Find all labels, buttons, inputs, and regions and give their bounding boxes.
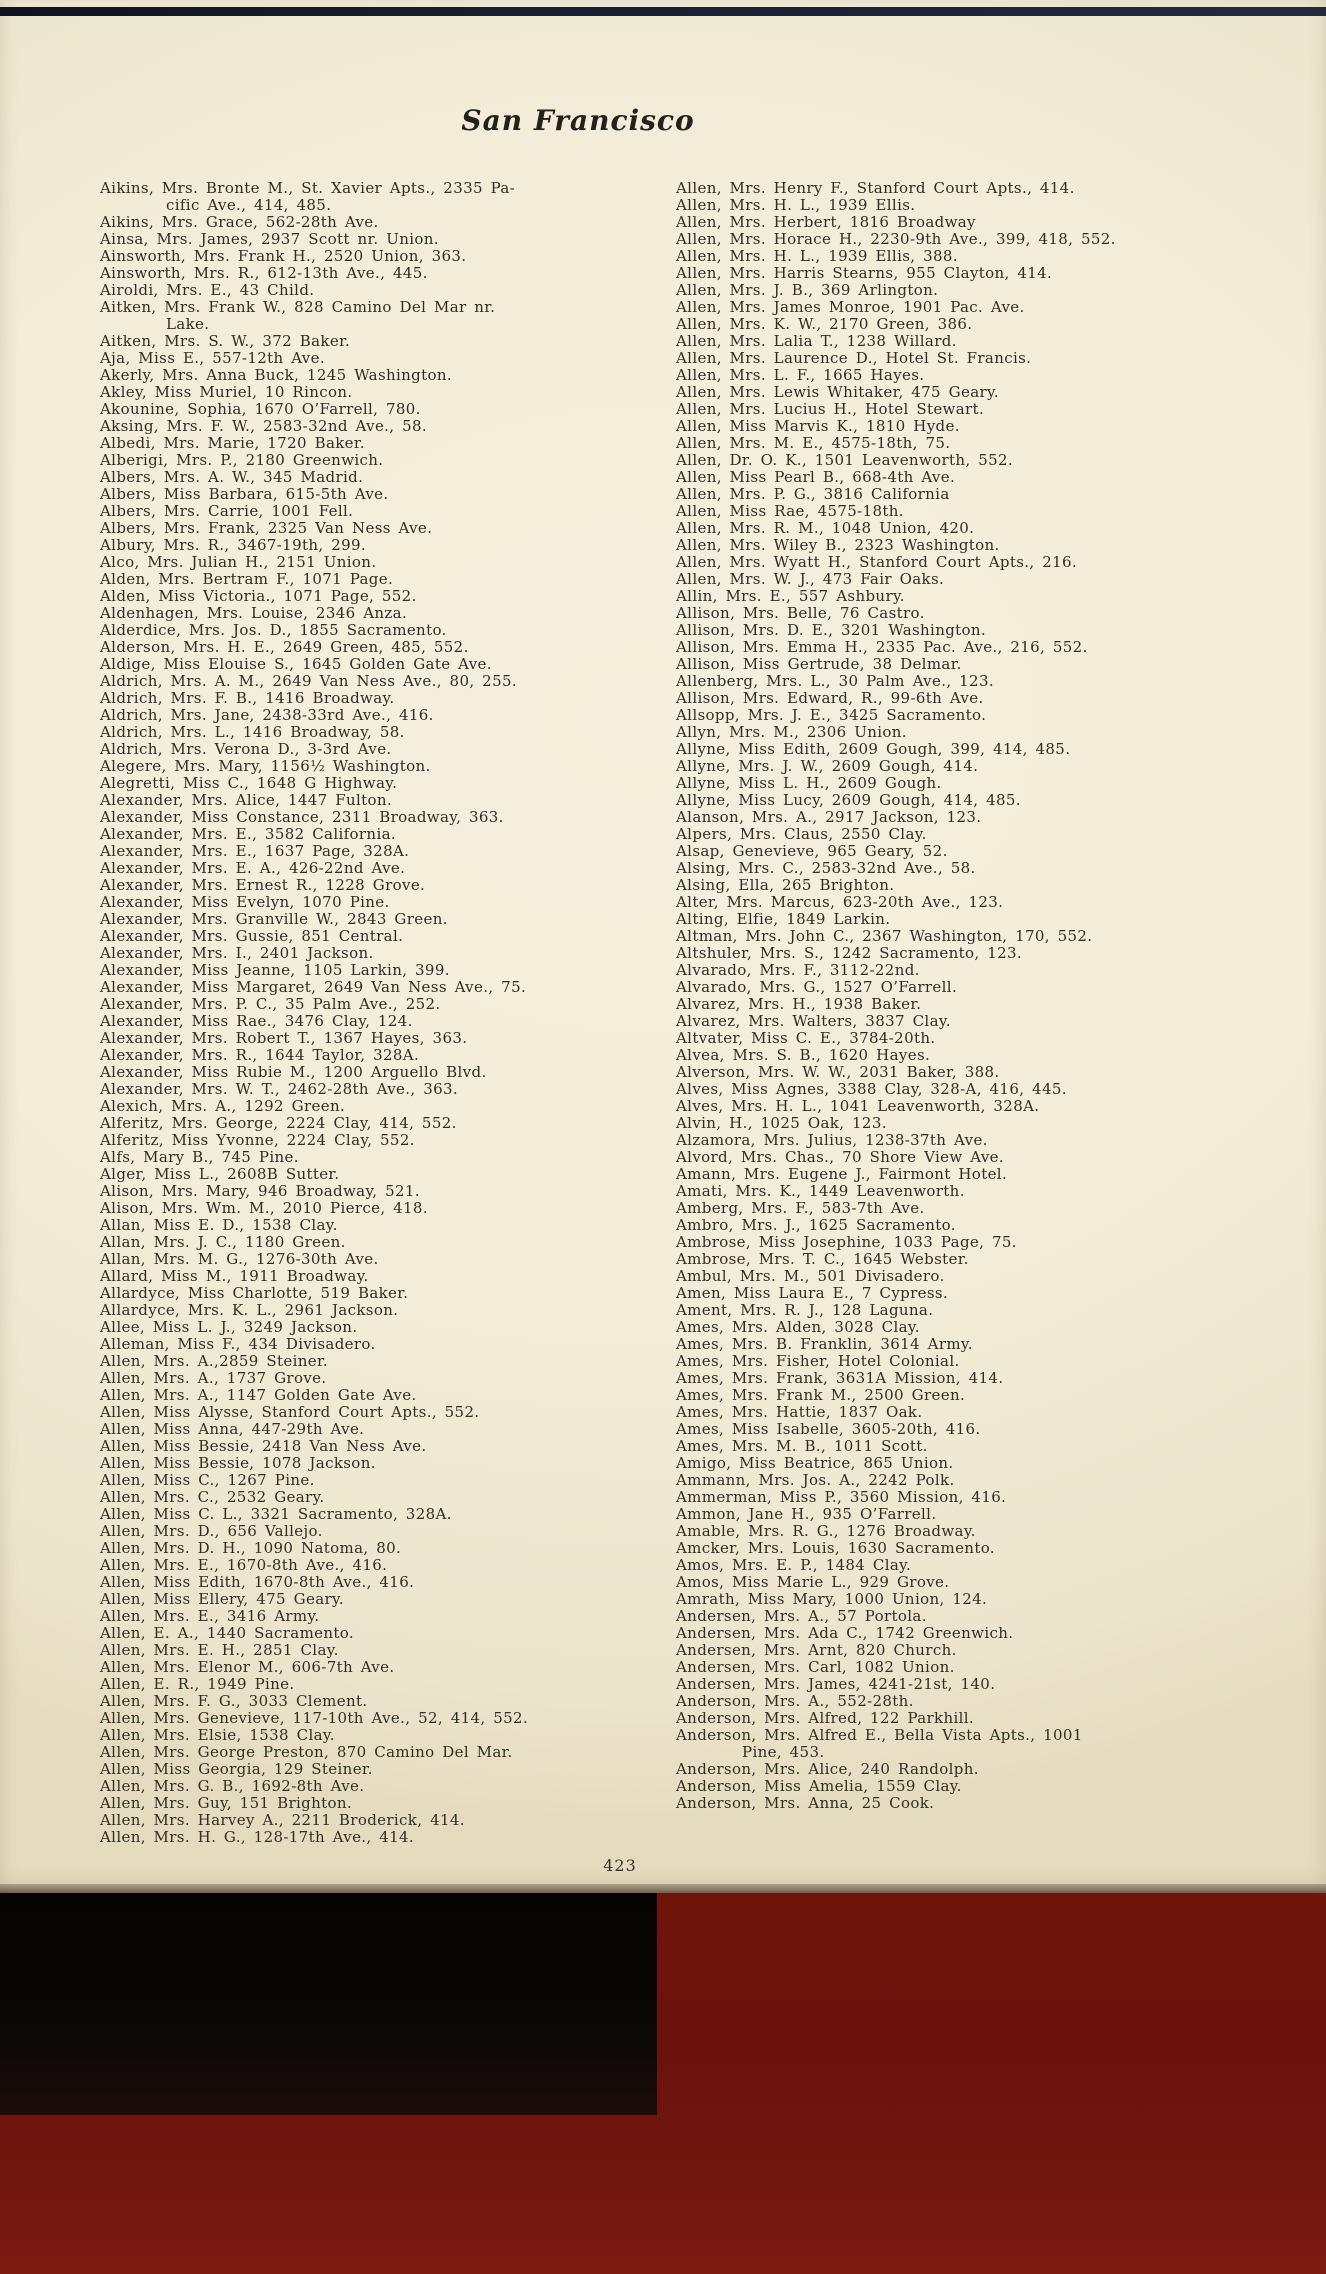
directory-entry: Ames, Mrs. Alden, 3028 Clay. xyxy=(676,1318,920,1336)
directory-entry: Allen, Mrs. Herbert, 1816 Broadway xyxy=(676,213,976,231)
directory-entry: Allan, Mrs. M. G., 1276-30th Ave. xyxy=(100,1250,379,1268)
directory-entry: Allison, Mrs. Edward, R., 99-6th Ave. xyxy=(676,689,984,707)
directory-entry: Alexander, Miss Rubie M., 1200 Arguello Blvd. xyxy=(100,1063,487,1081)
directory-entry: Allen, Mrs. George Preston, 870 Camino Del Mar. xyxy=(100,1743,513,1761)
directory-entry: Andersen, Mrs. Arnt, 820 Church. xyxy=(676,1641,957,1659)
directory-entry: Alexander, Mrs. Robert T., 1367 Hayes, 363. xyxy=(100,1029,468,1047)
directory-entry: Allardyce, Mrs. K. L., 2961 Jackson. xyxy=(100,1301,399,1319)
directory-entry: Alexander, Mrs. Gussie, 851 Central. xyxy=(100,927,404,945)
directory-entry: Allen, Miss Bessie, 2418 Van Ness Ave. xyxy=(100,1437,427,1455)
directory-entry: Alderdice, Mrs. Jos. D., 1855 Sacramento. xyxy=(100,621,447,639)
directory-entry: Alzamora, Mrs. Julius, 1238-37th Ave. xyxy=(676,1131,988,1149)
directory-entry: Allen, Mrs. E., 3416 Army. xyxy=(100,1607,320,1625)
directory-entry: Allen, Mrs. Laurence D., Hotel St. Francis. xyxy=(676,349,1032,367)
directory-entry: Allsopp, Mrs. J. E., 3425 Sacramento. xyxy=(676,706,987,724)
directory-entry: Aldige, Miss Elouise S., 1645 Golden Gate Ave. xyxy=(100,655,492,673)
directory-entry: Alexander, Mrs. W. T., 2462-28th Ave., 363. xyxy=(100,1080,459,1098)
directory-entry: Aitken, Mrs. S. W., 372 Baker. xyxy=(100,332,351,350)
directory-entry: Allen, Miss Anna, 447-29th Ave. xyxy=(100,1420,365,1438)
directory-entry: Allen, Mrs. H. G., 128-17th Ave., 414. xyxy=(100,1828,415,1846)
directory-entry: Allyne, Miss Edith, 2609 Gough, 399, 414, 485. xyxy=(676,740,1071,758)
directory-entry: Allen, Mrs. D., 656 Vallejo. xyxy=(100,1522,323,1540)
directory-entry: Alexander, Mrs. Granville W., 2843 Green. xyxy=(100,910,448,928)
directory-entry: cific Ave., 414, 485. xyxy=(166,196,332,214)
directory-entry: Ames, Mrs. B. Franklin, 3614 Army. xyxy=(676,1335,973,1353)
directory-column-right xyxy=(676,180,1266,1812)
directory-entry: Alferitz, Miss Yvonne, 2224 Clay, 552. xyxy=(100,1131,415,1149)
directory-entry: Alegretti, Miss C., 1648 G Highway. xyxy=(100,774,398,792)
directory-entry: Alger, Miss L., 2608B Sutter. xyxy=(100,1165,340,1183)
directory-entry: Allyne, Miss Lucy, 2609 Gough, 414, 485. xyxy=(676,791,1021,809)
directory-entry: Ames, Mrs. Fisher, Hotel Colonial. xyxy=(676,1352,960,1370)
directory-entry: Alexander, Mrs. E., 1637 Page, 328A. xyxy=(100,842,410,860)
directory-entry: Anderson, Mrs. Anna, 25 Cook. xyxy=(676,1794,935,1812)
directory-entry: Ames, Mrs. Frank M., 2500 Green. xyxy=(676,1386,966,1404)
directory-entry: Ainsworth, Mrs. R., 612-13th Ave., 445. xyxy=(100,264,428,282)
directory-entry: Allen, Mrs. E., 1670-8th Ave., 416. xyxy=(100,1556,388,1574)
directory-entry: Aikins, Mrs. Bronte M., St. Xavier Apts., 2335 Pa- xyxy=(100,179,516,197)
directory-entry: Allen, Miss C. L., 3321 Sacramento, 328A. xyxy=(100,1505,452,1523)
directory-entry: Allen, E. R., 1949 Pine. xyxy=(100,1675,295,1693)
directory-entry: Allen, Miss C., 1267 Pine. xyxy=(100,1471,315,1489)
directory-column-left xyxy=(100,180,665,1846)
directory-entry: Aitken, Mrs. Frank W., 828 Camino Del Mar nr. xyxy=(100,298,496,316)
directory-entry: Alves, Miss Agnes, 3388 Clay, 328-A, 416, 445. xyxy=(676,1080,1067,1098)
book-cover-red xyxy=(0,1893,1326,2274)
directory-entry: Alexander, Mrs. Alice, 1447 Fulton. xyxy=(100,791,393,809)
directory-entry: Alferitz, Mrs. George, 2224 Clay, 414, 552. xyxy=(100,1114,457,1132)
directory-entry: Amable, Mrs. R. G., 1276 Broadway. xyxy=(676,1522,976,1540)
directory-entry: Allardyce, Miss Charlotte, 519 Baker. xyxy=(100,1284,409,1302)
directory-entry: Ammerman, Miss P., 3560 Mission, 416. xyxy=(676,1488,1007,1506)
directory-entry: Alexander, Miss Evelyn, 1070 Pine. xyxy=(100,893,390,911)
book-cover-black-block xyxy=(0,1893,657,2115)
directory-entry: Allison, Mrs. Belle, 76 Castro. xyxy=(676,604,925,622)
directory-entry: Allan, Mrs. J. C., 1180 Green. xyxy=(100,1233,346,1251)
directory-entry: Allen, Mrs. A., 1737 Grove. xyxy=(100,1369,327,1387)
directory-entry: Allen, Mrs. J. B., 369 Arlington. xyxy=(676,281,939,299)
directory-entry: Allen, Mrs. Genevieve, 117-10th Ave., 52, 414, 552. xyxy=(100,1709,529,1727)
directory-entry: Ambro, Mrs. J., 1625 Sacramento. xyxy=(676,1216,956,1234)
directory-entry: Andersen, Mrs. James, 4241-21st, 140. xyxy=(676,1675,996,1693)
directory-entry: Alegere, Mrs. Mary, 1156½ Washington. xyxy=(100,757,431,775)
directory-entry: Allan, Miss E. D., 1538 Clay. xyxy=(100,1216,338,1234)
directory-entry: Allen, Mrs. Lucius H., Hotel Stewart. xyxy=(676,400,985,418)
directory-entry: Alvord, Mrs. Chas., 70 Shore View Ave. xyxy=(676,1148,1005,1166)
directory-entry: Allin, Mrs. E., 557 Ashbury. xyxy=(676,587,905,605)
directory-entry: Allen, Mrs. Henry F., Stanford Court Apts., 414. xyxy=(676,179,1075,197)
directory-entry: Albers, Mrs. Frank, 2325 Van Ness Ave. xyxy=(100,519,433,537)
directory-entry: Andersen, Mrs. Carl, 1082 Union. xyxy=(676,1658,955,1676)
page-number: 423 xyxy=(603,1856,637,1875)
directory-entry: Allen, Mrs. H. L., 1939 Ellis. xyxy=(676,196,916,214)
directory-entry: Allen, Miss Georgia, 129 Steiner. xyxy=(100,1760,373,1778)
directory-entry: Allen, Mrs. Lewis Whitaker, 475 Geary. xyxy=(676,383,999,401)
directory-entry: Alexander, Mrs. I., 2401 Jackson. xyxy=(100,944,374,962)
directory-entry: Anderson, Mrs. Alfred E., Bella Vista Apts., 1001 xyxy=(676,1726,1083,1744)
directory-entry: Alden, Mrs. Bertram F., 1071 Page. xyxy=(100,570,394,588)
directory-entry: Alexich, Mrs. A., 1292 Green. xyxy=(100,1097,346,1115)
directory-entry: Allen, Mrs. Harvey A., 2211 Broderick, 414. xyxy=(100,1811,465,1829)
directory-entry: Ambul, Mrs. M., 501 Divisadero. xyxy=(676,1267,945,1285)
directory-entry: Andersen, Mrs. A., 57 Portola. xyxy=(676,1607,927,1625)
directory-entry: Ainsa, Mrs. James, 2937 Scott nr. Union. xyxy=(100,230,439,248)
directory-entry: Alanson, Mrs. A., 2917 Jackson, 123. xyxy=(676,808,982,826)
directory-entry: Alverson, Mrs. W. W., 2031 Baker, 388. xyxy=(676,1063,1000,1081)
directory-entry: Allen, Mrs. P. G., 3816 California xyxy=(676,485,950,503)
directory-entry: Amcker, Mrs. Louis, 1630 Sacramento. xyxy=(676,1539,995,1557)
directory-entry: Allyne, Mrs. J. W., 2609 Gough, 414. xyxy=(676,757,979,775)
directory-entry: Allen, Mrs. L. F., 1665 Hayes. xyxy=(676,366,925,384)
directory-entry: Alexander, Mrs. R., 1644 Taylor, 328A. xyxy=(100,1046,420,1064)
directory-entry: Allen, Miss Alysse, Stanford Court Apts., 552. xyxy=(100,1403,480,1421)
directory-entry: Alison, Mrs. Wm. M., 2010 Pierce, 418. xyxy=(100,1199,428,1217)
directory-entry: Aldrich, Mrs. Jane, 2438-33rd Ave., 416. xyxy=(100,706,434,724)
directory-entry: Allison, Mrs. D. E., 3201 Washington. xyxy=(676,621,987,639)
directory-entry: Allen, Mrs. Elenor M., 606-7th Ave. xyxy=(100,1658,395,1676)
directory-entry: Allen, Miss Ellery, 475 Geary. xyxy=(100,1590,344,1608)
directory-entry: Allyn, Mrs. M., 2306 Union. xyxy=(676,723,907,741)
directory-entry: Akounine, Sophia, 1670 O’Farrell, 780. xyxy=(100,400,421,418)
page-title: San Francisco xyxy=(461,104,695,137)
directory-entry: Allen, Mrs. M. E., 4575-18th, 75. xyxy=(676,434,951,452)
directory-entry: Lake. xyxy=(166,315,210,333)
directory-entry: Anderson, Miss Amelia, 1559 Clay. xyxy=(676,1777,962,1795)
directory-entry: Allen, Miss Marvis K., 1810 Hyde. xyxy=(676,417,960,435)
directory-entry: Allen, Mrs. Horace H., 2230-9th Ave., 399, 418, 552. xyxy=(676,230,1116,248)
directory-entry: Anderson, Mrs. Alice, 240 Randolph. xyxy=(676,1760,979,1778)
directory-entry: Ames, Mrs. M. B., 1011 Scott. xyxy=(676,1437,928,1455)
directory-entry: Alvarado, Mrs. F., 3112-22nd. xyxy=(676,961,920,979)
directory-entry: Albers, Mrs. Carrie, 1001 Fell. xyxy=(100,502,354,520)
directory-entry: Alexander, Mrs. Ernest R., 1228 Grove. xyxy=(100,876,426,894)
directory-entry: Aldrich, Mrs. Verona D., 3-3rd Ave. xyxy=(100,740,392,758)
directory-entry: Alves, Mrs. H. L., 1041 Leavenworth, 328A. xyxy=(676,1097,1040,1115)
directory-entry: Altman, Mrs. John C., 2367 Washington, 170, 552. xyxy=(676,927,1093,945)
directory-entry: Alco, Mrs. Julian H., 2151 Union. xyxy=(100,553,377,571)
directory-entry: Allen, Miss Bessie, 1078 Jackson. xyxy=(100,1454,376,1472)
directory-entry: Amos, Miss Marie L., 929 Grove. xyxy=(676,1573,950,1591)
directory-entry: Albers, Miss Barbara, 615-5th Ave. xyxy=(100,485,389,503)
directory-entry: Alfs, Mary B., 745 Pine. xyxy=(100,1148,299,1166)
directory-entry: Allen, Mrs. A.,2859 Steiner. xyxy=(100,1352,328,1370)
directory-entry: Aldrich, Mrs. A. M., 2649 Van Ness Ave., 80, 255. xyxy=(100,672,517,690)
directory-entry: Allen, Mrs. Wyatt H., Stanford Court Apts., 216. xyxy=(676,553,1078,571)
directory-entry: Amati, Mrs. K., 1449 Leavenworth. xyxy=(676,1182,965,1200)
directory-entry: Alvarez, Mrs. H., 1938 Baker. xyxy=(676,995,922,1013)
directory-entry: Alexander, Miss Jeanne, 1105 Larkin, 399. xyxy=(100,961,450,979)
directory-entry: Aksing, Mrs. F. W., 2583-32nd Ave., 58. xyxy=(100,417,428,435)
directory-entry: Allen, Miss Pearl B., 668-4th Ave. xyxy=(676,468,956,486)
directory-entry: Alvin, H., 1025 Oak, 123. xyxy=(676,1114,887,1132)
directory-entry: Allison, Miss Gertrude, 38 Delmar. xyxy=(676,655,962,673)
directory-entry: Allee, Miss L. J., 3249 Jackson. xyxy=(100,1318,358,1336)
directory-entry: Alsing, Ella, 265 Brighton. xyxy=(676,876,895,894)
directory-entry: Alexander, Mrs. P. C., 35 Palm Ave., 252. xyxy=(100,995,441,1013)
directory-entry: Anderson, Mrs. Alfred, 122 Parkhill. xyxy=(676,1709,975,1727)
directory-entry: Alexander, Miss Margaret, 2649 Van Ness Ave., 75. xyxy=(100,978,527,996)
directory-entry: Ammann, Mrs. Jos. A., 2242 Polk. xyxy=(676,1471,955,1489)
directory-entry: Aikins, Mrs. Grace, 562-28th Ave. xyxy=(100,213,379,231)
directory-entry: Albury, Mrs. R., 3467-19th, 299. xyxy=(100,536,366,554)
directory-entry: Alsing, Mrs. C., 2583-32nd Ave., 58. xyxy=(676,859,976,877)
directory-entry: Ament, Mrs. R. J., 128 Laguna. xyxy=(676,1301,934,1319)
directory-entry: Allison, Mrs. Emma H., 2335 Pac. Ave., 216, 552. xyxy=(676,638,1088,656)
directory-entry: Pine, 453. xyxy=(742,1743,825,1761)
directory-entry: Aldenhagen, Mrs. Louise, 2346 Anza. xyxy=(100,604,408,622)
directory-entry: Allenberg, Mrs. L., 30 Palm Ave., 123. xyxy=(676,672,994,690)
directory-entry: Alting, Elfie, 1849 Larkin. xyxy=(676,910,891,928)
directory-entry: Alderson, Mrs. H. E., 2649 Green, 485, 552. xyxy=(100,638,469,656)
directory-entry: Alexander, Mrs. E., 3582 California. xyxy=(100,825,397,843)
directory-entry: Allen, Mrs. E. H., 2851 Clay. xyxy=(100,1641,339,1659)
directory-entry: Allyne, Miss L. H., 2609 Gough. xyxy=(676,774,942,792)
directory-entry: Alleman, Miss F., 434 Divisadero. xyxy=(100,1335,376,1353)
directory-entry: Aja, Miss E., 557-12th Ave. xyxy=(100,349,325,367)
directory-entry: Airoldi, Mrs. E., 43 Child. xyxy=(100,281,315,299)
directory-entry: Alvea, Mrs. S. B., 1620 Hayes. xyxy=(676,1046,931,1064)
directory-entry: Allen, Mrs. Harris Stearns, 955 Clayton, 414. xyxy=(676,264,1053,282)
directory-entry: Alexander, Mrs. E. A., 426-22nd Ave. xyxy=(100,859,406,877)
directory-entry: Ames, Miss Isabelle, 3605-20th, 416. xyxy=(676,1420,981,1438)
directory-entry: Ammon, Jane H., 935 O’Farrell. xyxy=(676,1505,937,1523)
directory-entry: Allen, Mrs. Elsie, 1538 Clay. xyxy=(100,1726,335,1744)
directory-entry: Allen, Mrs. D. H., 1090 Natoma, 80. xyxy=(100,1539,402,1557)
directory-entry: Ames, Mrs. Frank, 3631A Mission, 414. xyxy=(676,1369,1004,1387)
directory-entry: Alpers, Mrs. Claus, 2550 Clay. xyxy=(676,825,927,843)
directory-entry: Akley, Miss Muriel, 10 Rincon. xyxy=(100,383,353,401)
directory-entry: Ambrose, Miss Josephine, 1033 Page, 75. xyxy=(676,1233,1017,1251)
directory-entry: Altvater, Miss C. E., 3784-20th. xyxy=(676,1029,936,1047)
directory-entry: Amigo, Miss Beatrice, 865 Union. xyxy=(676,1454,954,1472)
directory-entry: Allen, Mrs. Wiley B., 2323 Washington. xyxy=(676,536,1000,554)
directory-entry: Allen, Mrs. James Monroe, 1901 Pac. Ave. xyxy=(676,298,1025,316)
directory-entry: Altshuler, Mrs. S., 1242 Sacramento, 123. xyxy=(676,944,1022,962)
directory-entry: Albedi, Mrs. Marie, 1720 Baker. xyxy=(100,434,365,452)
directory-entry: Allard, Miss M., 1911 Broadway. xyxy=(100,1267,369,1285)
directory-entry: Allen, Miss Rae, 4575-18th. xyxy=(676,502,904,520)
directory-entry: Akerly, Mrs. Anna Buck, 1245 Washington. xyxy=(100,366,453,384)
directory-entry: Allen, E. A., 1440 Sacramento. xyxy=(100,1624,355,1642)
directory-entry: Amberg, Mrs. F., 583-7th Ave. xyxy=(676,1199,925,1217)
directory-entry: Alden, Miss Victoria., 1071 Page, 552. xyxy=(100,587,417,605)
directory-entry: Allen, Mrs. K. W., 2170 Green, 386. xyxy=(676,315,973,333)
directory-entry: Allen, Mrs. Lalia T., 1238 Willard. xyxy=(676,332,957,350)
directory-entry: Alter, Mrs. Marcus, 623-20th Ave., 123. xyxy=(676,893,1004,911)
directory-entry: Allen, Mrs. R. M., 1048 Union, 420. xyxy=(676,519,975,537)
directory-entry: Andersen, Mrs. Ada C., 1742 Greenwich. xyxy=(676,1624,1014,1642)
directory-entry: Amrath, Miss Mary, 1000 Union, 124. xyxy=(676,1590,988,1608)
directory-entry: Allen, Mrs. C., 2532 Geary. xyxy=(100,1488,325,1506)
directory-entry: Allen, Mrs. F. G., 3033 Clement. xyxy=(100,1692,368,1710)
directory-entry: Alexander, Miss Rae., 3476 Clay, 124. xyxy=(100,1012,413,1030)
directory-entry: Anderson, Mrs. A., 552-28th. xyxy=(676,1692,914,1710)
directory-entry: Allen, Mrs. A., 1147 Golden Gate Ave. xyxy=(100,1386,417,1404)
directory-entry: Allen, Dr. O. K., 1501 Leavenworth, 552. xyxy=(676,451,1014,469)
directory-entry: Ainsworth, Mrs. Frank H., 2520 Union, 363. xyxy=(100,247,467,265)
directory-entry: Allen, Mrs. W. J., 473 Fair Oaks. xyxy=(676,570,945,588)
directory-entry: Allen, Mrs. G. B., 1692-8th Ave. xyxy=(100,1777,365,1795)
directory-entry: Amen, Miss Laura E., 7 Cypress. xyxy=(676,1284,949,1302)
directory-entry: Ambrose, Mrs. T. C., 1645 Webster. xyxy=(676,1250,969,1268)
top-edge-band xyxy=(0,7,1326,16)
directory-entry: Alsap, Genevieve, 965 Geary, 52. xyxy=(676,842,948,860)
directory-entry: Aldrich, Mrs. L., 1416 Broadway, 58. xyxy=(100,723,405,741)
directory-entry: Amos, Mrs. E. P., 1484 Clay. xyxy=(676,1556,912,1574)
directory-entry: Amann, Mrs. Eugene J., Fairmont Hotel. xyxy=(676,1165,1008,1183)
directory-entry: Allen, Mrs. Guy, 151 Brighton. xyxy=(100,1794,352,1812)
directory-entry: Alvarado, Mrs. G., 1527 O’Farrell. xyxy=(676,978,958,996)
directory-entry: Alexander, Miss Constance, 2311 Broadway, 363. xyxy=(100,808,504,826)
directory-entry: Alison, Mrs. Mary, 946 Broadway, 521. xyxy=(100,1182,420,1200)
directory-entry: Allen, Miss Edith, 1670-8th Ave., 416. xyxy=(100,1573,415,1591)
directory-entry: Ames, Mrs. Hattie, 1837 Oak. xyxy=(676,1403,923,1421)
directory-entry: Alberigi, Mrs. P., 2180 Greenwich. xyxy=(100,451,384,469)
directory-entry: Aldrich, Mrs. F. B., 1416 Broadway. xyxy=(100,689,395,707)
directory-entry: Albers, Mrs. A. W., 345 Madrid. xyxy=(100,468,364,486)
directory-entry: Allen, Mrs. H. L., 1939 Ellis, 388. xyxy=(676,247,958,265)
directory-entry: Alvarez, Mrs. Walters, 3837 Clay. xyxy=(676,1012,951,1030)
